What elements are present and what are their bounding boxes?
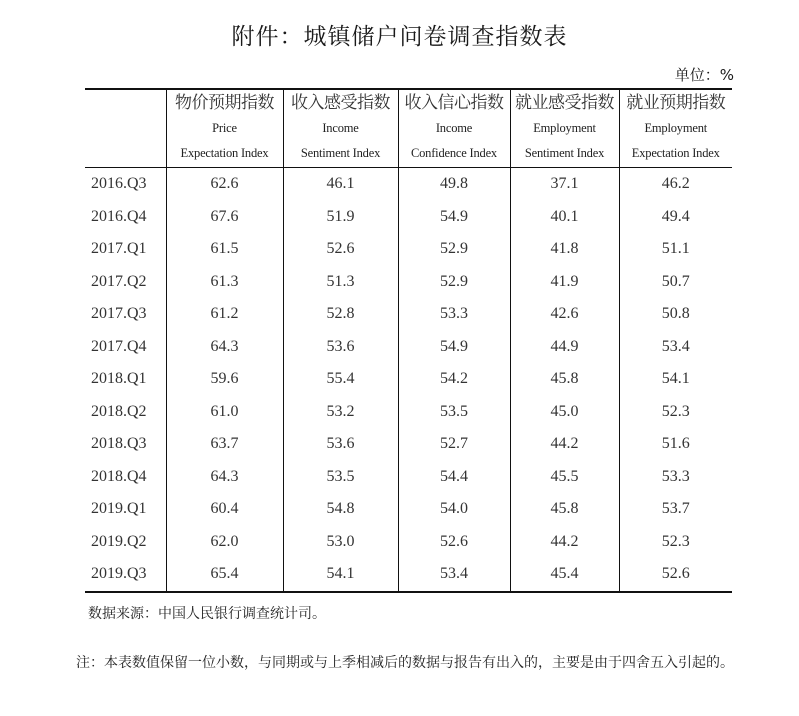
- table-row: [85, 298, 732, 331]
- cell-income-sentiment: 53.5: [283, 461, 398, 494]
- cell-employment-expectation: 51.1: [619, 233, 732, 266]
- cell-employment-sentiment: 40.1: [510, 201, 619, 234]
- cell-employment-expectation: 50.7: [619, 266, 732, 299]
- cell-income-sentiment: 54.1: [283, 558, 398, 592]
- header-en-label-line1: Income: [435, 121, 473, 135]
- cell-employment-expectation: 53.4: [619, 331, 732, 364]
- header-cn-label: 就业感受指数: [515, 93, 614, 113]
- cell-income-confidence: 54.0: [398, 493, 510, 526]
- header-en-label-line2: Expectation Index: [180, 146, 269, 160]
- table-row: [85, 396, 732, 429]
- cell-employment-expectation: 51.6: [619, 428, 732, 461]
- cell-price-expectation: 61.5: [166, 233, 283, 266]
- table-body: [85, 168, 732, 592]
- cell-period: 2018.Q3: [91, 435, 147, 453]
- table-row: [85, 201, 732, 234]
- table-row: [85, 461, 732, 494]
- table-row: [85, 233, 732, 266]
- cell-income-sentiment: 52.8: [283, 298, 398, 331]
- cell-income-sentiment: 55.4: [283, 363, 398, 396]
- cell-employment-expectation: 52.3: [619, 396, 732, 429]
- header-en-label-line1: Price: [212, 121, 237, 135]
- cell-employment-expectation: 46.2: [619, 168, 732, 201]
- cell-price-expectation: 61.0: [166, 396, 283, 429]
- cell-employment-sentiment: 44.2: [510, 428, 619, 461]
- cell-price-expectation: 65.4: [166, 558, 283, 592]
- header-employment-expectation: [619, 89, 732, 168]
- cell-employment-expectation: 49.4: [619, 201, 732, 234]
- table-header: [85, 89, 732, 168]
- cell-employment-expectation: 52.6: [619, 558, 732, 592]
- cell-period: 2019.Q1: [91, 500, 147, 518]
- cell-employment-sentiment: 41.9: [510, 266, 619, 299]
- cell-price-expectation: 59.6: [166, 363, 283, 396]
- cell-period: 2018.Q4: [91, 467, 147, 485]
- header-income-sentiment: [283, 89, 398, 168]
- cell-period: 2018.Q1: [91, 370, 147, 388]
- cell-period: 2019.Q2: [91, 532, 147, 550]
- cell-income-confidence: 53.5: [398, 396, 510, 429]
- cell-price-expectation: 61.2: [166, 298, 283, 331]
- cell-income-sentiment: 46.1: [283, 168, 398, 201]
- cell-income-confidence: 49.8: [398, 168, 510, 201]
- cell-employment-sentiment: 44.9: [510, 331, 619, 364]
- cell-employment-expectation: 50.8: [619, 298, 732, 331]
- header-price-expectation: [166, 89, 283, 168]
- cell-employment-sentiment: 37.1: [510, 168, 619, 201]
- table-row: [85, 526, 732, 559]
- table-row: [85, 428, 732, 461]
- index-table-container: [85, 88, 732, 593]
- cell-income-confidence: 52.6: [398, 526, 510, 559]
- cell-employment-sentiment: 45.0: [510, 396, 619, 429]
- cell-income-confidence: 52.9: [398, 233, 510, 266]
- cell-period: 2016.Q3: [91, 175, 147, 193]
- cell-period: 2019.Q3: [85, 558, 166, 592]
- cell-income-sentiment: 53.6: [283, 428, 398, 461]
- header-period: [85, 89, 166, 168]
- index-table: [85, 88, 732, 593]
- cell-price-expectation: 62.0: [166, 526, 283, 559]
- cell-employment-sentiment: 42.6: [510, 298, 619, 331]
- cell-income-confidence: 53.4: [398, 558, 510, 592]
- cell-price-expectation: 64.3: [166, 331, 283, 364]
- header-cn-label: 物价预期指数: [175, 93, 274, 113]
- table-row: [85, 331, 732, 364]
- header-row: [85, 89, 732, 168]
- table-row: [85, 558, 732, 592]
- header-en-label-line1: Income: [322, 121, 359, 135]
- cell-income-sentiment: 53.2: [283, 396, 398, 429]
- page-title: 附件：城镇储户问卷调查指数表: [231, 24, 568, 50]
- cell-income-confidence: 52.9: [398, 266, 510, 299]
- header-en-label-line2: Sentiment Index: [524, 146, 605, 160]
- cell-period: 2017.Q4: [91, 337, 147, 355]
- table-row: [85, 363, 732, 396]
- cell-income-confidence: 54.9: [398, 201, 510, 234]
- cell-price-expectation: 62.6: [166, 168, 283, 201]
- cell-period: 2018.Q2: [91, 402, 147, 420]
- cell-income-sentiment: 53.6: [283, 331, 398, 364]
- cell-period: 2017.Q3: [91, 305, 147, 323]
- cell-period: 2016.Q4: [91, 207, 147, 225]
- cell-income-confidence: 52.7: [398, 428, 510, 461]
- cell-price-expectation: 64.3: [166, 461, 283, 494]
- cell-employment-expectation: 52.3: [619, 526, 732, 559]
- cell-income-sentiment: 51.3: [283, 266, 398, 299]
- cell-employment-sentiment: 41.8: [510, 233, 619, 266]
- cell-income-confidence: 53.3: [398, 298, 510, 331]
- cell-employment-sentiment: 45.4: [510, 558, 619, 592]
- rounding-footnote: 注：本表数值保留一位小数，与同期或与上季相减后的数据与报告有出入的，主要是由于四舍五入引起的。: [76, 655, 734, 671]
- header-en-label-line2: Sentiment Index: [300, 146, 381, 160]
- cell-employment-expectation: 54.1: [619, 363, 732, 396]
- header-income-confidence: [398, 89, 510, 168]
- cell-employment-sentiment: 45.5: [510, 461, 619, 494]
- header-en-label-line2: Confidence Index: [410, 146, 497, 160]
- cell-income-confidence: 54.2: [398, 363, 510, 396]
- cell-income-confidence: 54.9: [398, 331, 510, 364]
- header-employment-sentiment: [510, 89, 619, 168]
- header-cn-label: 收入感受指数: [291, 93, 390, 113]
- cell-period: 2017.Q2: [91, 272, 147, 290]
- cell-income-confidence: 54.4: [398, 461, 510, 494]
- cell-income-sentiment: 54.8: [283, 493, 398, 526]
- header-en-label-line1: Employment: [644, 121, 708, 135]
- header-en-label-line2: Expectation Index: [631, 146, 720, 160]
- cell-income-sentiment: 52.6: [283, 233, 398, 266]
- table-row: [85, 266, 732, 299]
- cell-employment-sentiment: 45.8: [510, 363, 619, 396]
- header-cn-label: 就业预期指数: [626, 93, 726, 113]
- cell-price-expectation: 60.4: [166, 493, 283, 526]
- cell-price-expectation: 67.6: [166, 201, 283, 234]
- header-en-label-line1: Employment: [533, 121, 596, 135]
- cell-employment-expectation: 53.7: [619, 493, 732, 526]
- header-cn-label: 收入信心指数: [404, 93, 504, 113]
- cell-period: 2017.Q1: [91, 240, 147, 258]
- table-row: [85, 168, 732, 201]
- cell-income-sentiment: 51.9: [283, 201, 398, 234]
- cell-employment-sentiment: 45.8: [510, 493, 619, 526]
- cell-income-sentiment: 53.0: [283, 526, 398, 559]
- cell-price-expectation: 63.7: [166, 428, 283, 461]
- unit-label: 单位：%: [674, 66, 734, 84]
- cell-employment-sentiment: 44.2: [510, 526, 619, 559]
- table-row: [85, 493, 732, 526]
- data-source-note: 数据来源：中国人民银行调查统计司。: [88, 606, 326, 622]
- cell-employment-expectation: 53.3: [619, 461, 732, 494]
- cell-price-expectation: 61.3: [166, 266, 283, 299]
